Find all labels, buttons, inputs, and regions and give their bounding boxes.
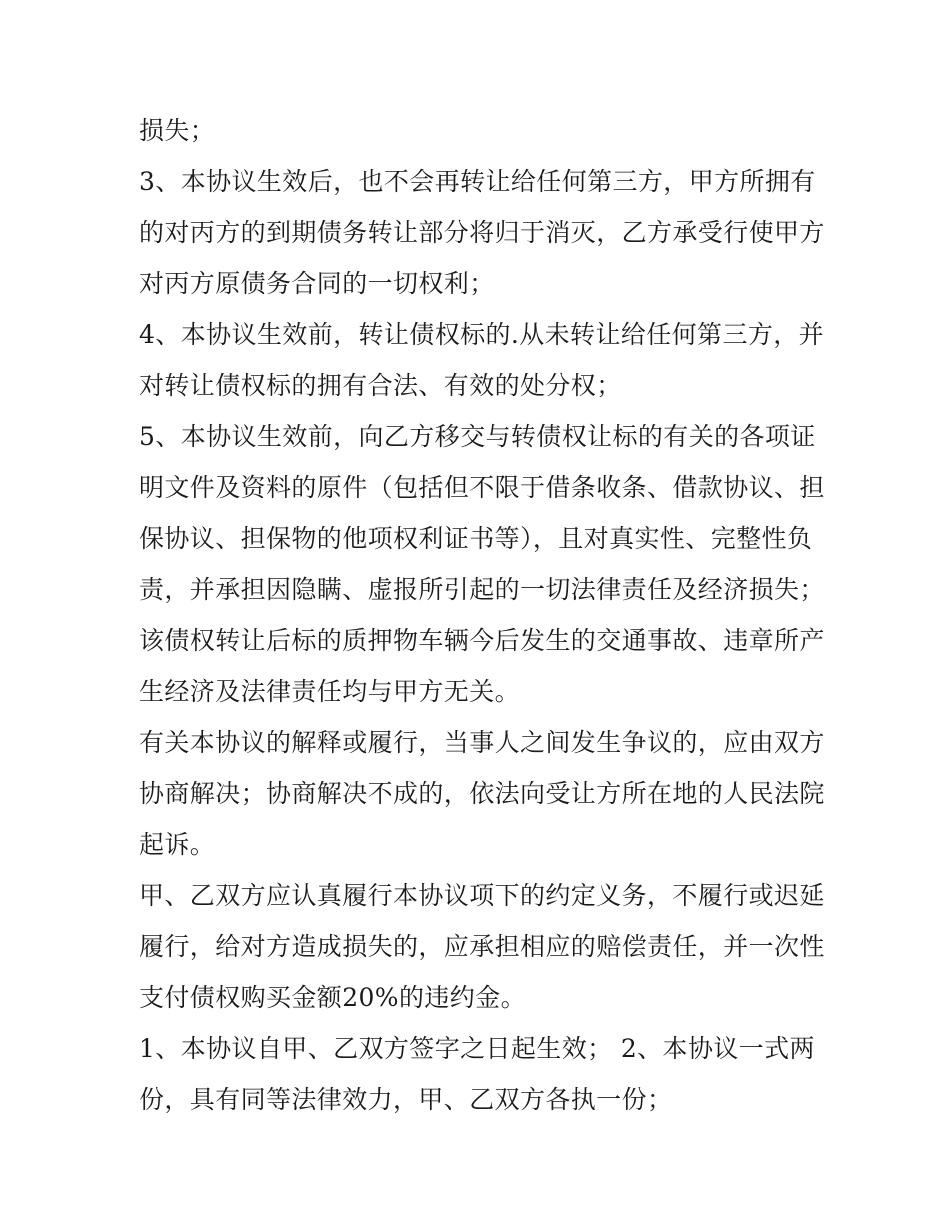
- text-line: 生经济及法律责任均与甲方无关。: [139, 677, 521, 706]
- text-line: 履行，给对方造成损失的，应承担相应的赔偿责任，并一次性: [139, 932, 825, 961]
- text-line: 起诉。: [139, 830, 216, 859]
- text-line: 4、本协议生效前，转让债权标的.从未转让给任何第三方，并: [139, 320, 825, 349]
- text-line: 对转让债权标的拥有合法、有效的处分权；: [139, 371, 622, 400]
- text-line: 该债权转让后标的质押物车辆今后发生的交通事故、违章所产: [139, 626, 825, 655]
- text-line: 的对丙方的到期债务转让部分将归于消灭，乙方承受行使甲方: [139, 218, 825, 247]
- document-body: [139, 105, 825, 1125]
- text-line: 明文件及资料的原件（包括但不限于借条收条、借款协议、担: [139, 473, 825, 502]
- text-line: 保协议、担保物的他项权利证书等），且对真实性、完整性负: [139, 524, 813, 553]
- text-line: 甲、乙双方应认真履行本协议项下的约定义务，不履行或迟延: [139, 881, 825, 910]
- text-line: 协商解决；协商解决不成的，依法向受让方所在地的人民法院: [139, 779, 825, 808]
- text-line: 损失；: [139, 116, 216, 145]
- text-line: 5、本协议生效前，向乙方移交与转债权让标的有关的各项证: [139, 422, 816, 451]
- text-line: 3、本协议生效后，也不会再转让给任何第三方，甲方所拥有: [139, 167, 816, 196]
- text-line: 有关本协议的解释或履行，当事人之间发生争议的，应由双方: [139, 728, 825, 757]
- text-line: 对丙方原债务合同的一切权利；: [139, 269, 495, 298]
- text-line: 1、本协议自甲、乙双方签字之日起生效； 2、本协议一式两: [139, 1034, 815, 1063]
- text-line: 份，具有同等法律效力，甲、乙双方各执一份；: [139, 1085, 673, 1114]
- text-line: 支付债权购买金额20%的违约金。: [139, 983, 526, 1012]
- text-line: 责，并承担因隐瞒、虚报所引起的一切法律责任及经济损失；: [139, 575, 825, 604]
